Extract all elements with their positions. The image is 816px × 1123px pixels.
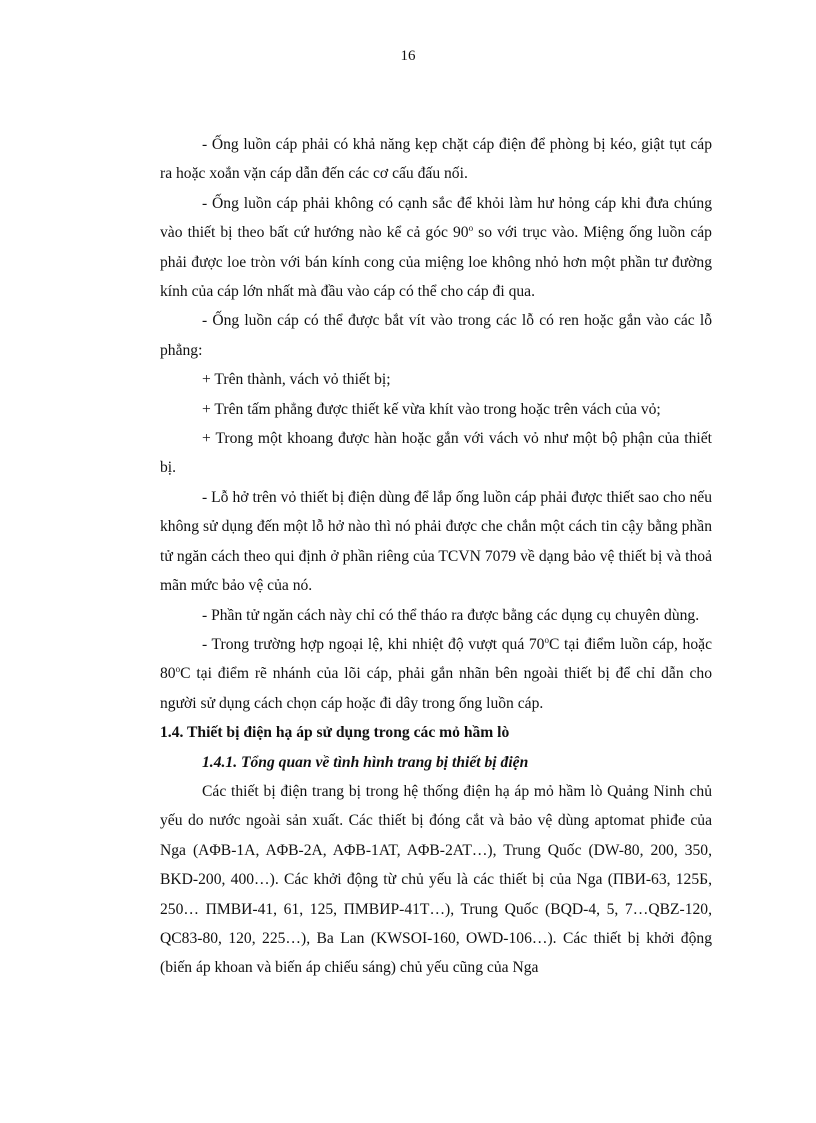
- degree-superscript-80: o: [175, 664, 181, 675]
- subsection-heading-1-4-1: 1.4.1. Tổng quan về tình hình trang bị thiết bị điện: [202, 753, 529, 771]
- paragraph-cable-mounting: - Ống luồn cáp có thể được bắt vít vào trong các lỗ có ren hoặc gắn vào các lỗ phẳng:: [160, 312, 712, 359]
- degree-superscript-70: o: [544, 634, 549, 645]
- list-item-flat-plate: + Trên tấm phẳng được thiết kế vừa khít vào trong hoặc trên vách của vỏ;: [202, 400, 661, 418]
- list-item-compartment: + Trong một khoang được hàn hoặc gắn với vách vỏ như một bộ phận của thiết bị.: [160, 430, 712, 477]
- paragraph-cable-clamp: - Ống luồn cáp phải có khả năng kẹp chặt cáp điện để phòng bị kéo, giật tụt cáp ra hoặc xoắn vặn cáp dẫn đến các cơ cấu đấu nối.: [160, 136, 712, 183]
- paragraph-equipment-overview: Các thiết bị điện trang bị trong hệ thống điện hạ áp mỏ hầm lò Quảng Ninh chủ yếu do nước ngoài sản xuất. Các thiết bị đóng cắt và bảo vệ dùng aptomat phiđe của Nga (AΦB-1A, AΦB-2A, AΦB-1AT, AΦB-2AT…), Trung Quốc (DW-80, 200, 350, BKD-200, 400…). Các khởi động từ chủ yếu là các thiết bị của Nga (ПВИ-63, 125Б, 250… ПМВИ-41, 61, 125, ПМВИР-41T…), Trung Quốc (BQD-4, 5, 7…QBZ-120, QC83-80, 120, 225…), Ba Lan (KWSOI-160, OWD-106…). Các thiết bị khởi động (biến áp khoan và biến áp chiếu sáng) chủ yếu cũng của Nga: [160, 782, 712, 977]
- temperature-text-part1: - Trong trường hợp ngoại lệ, khi nhiệt độ vượt quá 70: [202, 635, 545, 653]
- paragraph-cable-edges: [160, 189, 712, 307]
- page-number: 16: [400, 48, 416, 64]
- temperature-text-part2: C tại điểm luồn cáp, hoặc 80: [160, 635, 712, 683]
- paragraph-separator-removal: - Phần tử ngăn cách này chỉ có thể tháo ra được bằng các dụng cụ chuyên dùng.: [202, 606, 700, 624]
- degree-superscript: o: [468, 223, 474, 234]
- paragraph-openings: - Lỗ hở trên vỏ thiết bị điện dùng để lắp ống luồn cáp phải được thiết sao cho nếu không sử dụng đến một lỗ hở nào thì nó phải được che chắn một cách tin cậy bằng phần tử ngăn cách theo qui định ở phần riêng của TCVN 7079 về dạng bảo vệ thiết bị và thoả mãn mức bảo vệ của nó.: [160, 488, 712, 595]
- document-body: [160, 130, 712, 983]
- paragraph-cable-edges-part1: - Ống luồn cáp phải không có cạnh sắc để khỏi làm hư hỏng cáp khi đưa chúng vào thiết bị theo bất cứ hướng nào kể cả góc 90: [160, 194, 712, 242]
- paragraph-cable-edges-part2: so với trục vào. Miệng ống luồn cáp phải được loe tròn với bán kính cong của miệng loe không nhỏ hơn một phần tư đường kính của cáp lớn nhất mà đầu vào cáp có thể cho cáp đi qua.: [160, 224, 712, 301]
- list-item-wall: + Trên thành, vách vỏ thiết bị;: [202, 371, 391, 389]
- paragraph-temperature-label: [160, 630, 712, 718]
- temperature-text-part3: C tại điểm rẽ nhánh của lõi cáp, phải gắn nhãn bên ngoài thiết bị để chỉ dẫn cho người sử dụng cách chọn cáp hoặc đi dây trong ống luồn cáp.: [160, 665, 712, 712]
- section-heading-1-4: 1.4. Thiết bị điện hạ áp sử dụng trong các mỏ hầm lò: [160, 724, 510, 742]
